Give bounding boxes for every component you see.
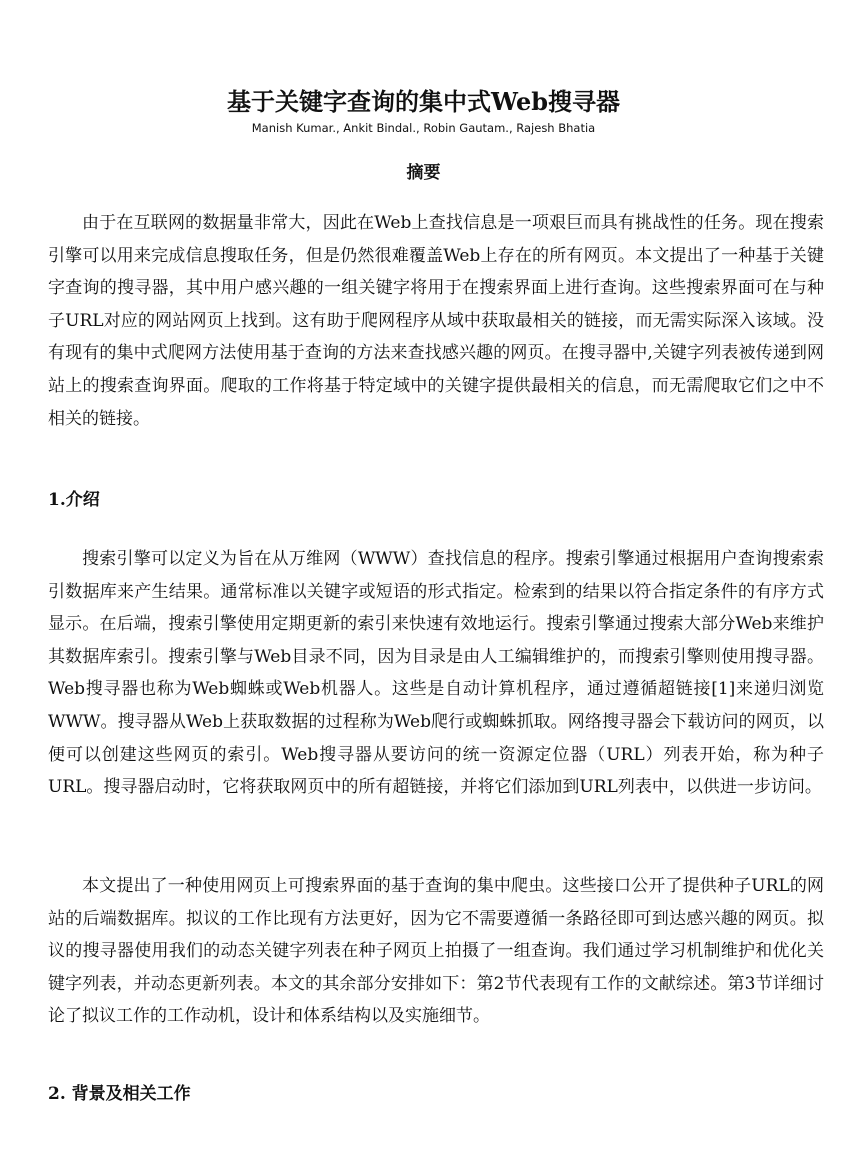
intro-paragraph-1: 搜索引擎可以定义为旨在从万维网（WWW）查找信息的程序。搜索引擎通过根据用户查询搜索索引数据库来产生结果。通常标准以关键字或短语的形式指定。检索到的结果以符合指定条件的有序方式显示。在后端，搜索引擎使用定期更新的索引来快速有效地运行。搜索引擎通过搜索大部分Web来维护其数据库索引。搜索引擎与Web目录不同，因为目录是由人工编辑维护的，而搜索引擎则使用搜寻器。Web搜寻器也称为Web蜘蛛或Web机器人。这些是自动计算机程序，通过遵循超链接[1]来递归浏览WWW。搜寻器从Web上获取数据的过程称为Web爬行或蜘蛛抓取。网络搜寻器会下载访问的网页，以便可以创建这些网页的索引。Web搜寻器从要访问的统一资源定位器（URL）列表开始，称为种子URL。搜寻器启动时，它将获取网页中的所有超链接，并将它们添加到URL列表中，以供进一步访问。 bbox=[48, 549, 824, 798]
abstract-heading: 摘要 bbox=[406, 163, 441, 183]
intro-paragraph-2: 本文提出了一种使用网页上可搜索界面的基于查询的集中爬虫。这些接口公开了提供种子URL的网站的后端数据库。拟议的工作比现有方法更好，因为它不需要遵循一条路径即可到达感兴趣的网页。拟议的搜寻器使用我们的动态关键字列表在种子网页上拍摄了一组查询。我们通过学习机制维护和优化关键字列表，并动态更新列表。本文的其余部分安排如下：第2节代表现有工作的文献综述。第3节详细讨论了拟议工作的工作动机，设计和体系结构以及实施细节。 bbox=[48, 876, 824, 1027]
section-heading-background: 2. 背景及相关工作 bbox=[48, 1084, 191, 1104]
section-heading-introduction: 1.介绍 bbox=[48, 490, 100, 510]
abstract-paragraph: 由于在互联网的数据量非常大，因此在Web上查找信息是一项艰巨而具有挑战性的任务。现在搜索引擎可以用来完成信息搜取任务，但是仍然很难覆盖Web上存在的所有网页。本文提出了一种基于关键字查询的搜寻器，其中用户感兴趣的一组关键字将用于在搜索界面上进行查询。这些搜索界面可在与种子URL对应的网站网页上找到。这有助于爬网程序从域中获取最相关的链接，而无需实际深入该域。没有现有的集中式爬网方法使用基于查询的方法来查找感兴趣的网页。在搜寻器中,关键字列表被传递到网站上的搜索查询界面。爬取的工作将基于特定域中的关键字提供最相关的信息，而无需爬取它们之中不相关的链接。 bbox=[48, 213, 824, 429]
author-list: Manish Kumar., Ankit Bindal., Robin Gautam., Rajesh Bhatia bbox=[251, 121, 596, 135]
paper-title: 基于关键字查询的集中式Web搜寻器 bbox=[226, 87, 621, 116]
